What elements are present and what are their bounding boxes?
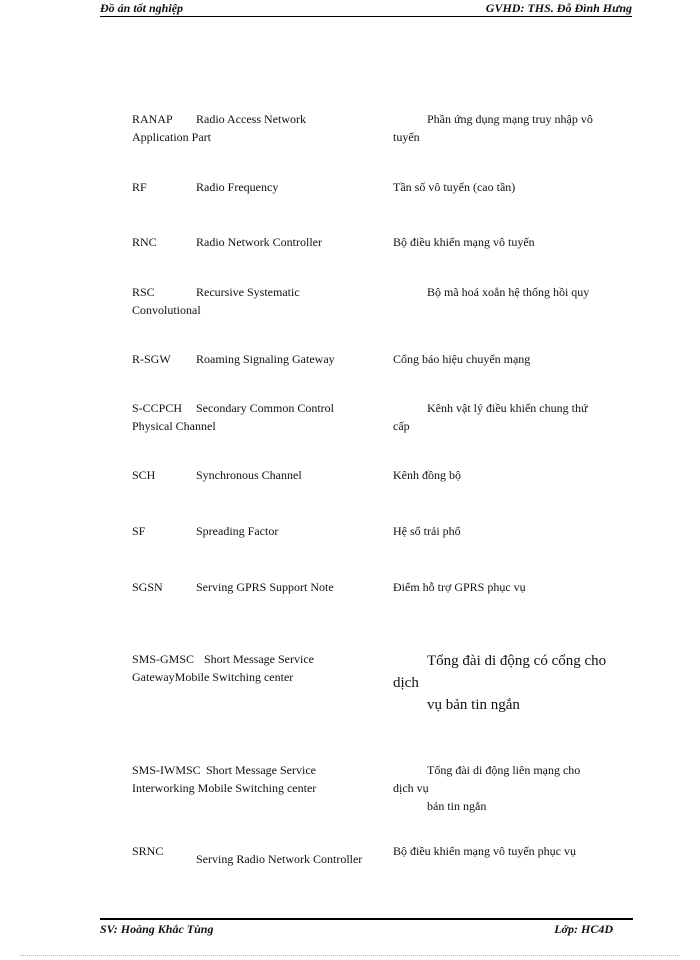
entry-vietnamese: Tần số vô tuyến (cao tần) (393, 180, 516, 194)
entry-full-name: Spreading Factor (196, 524, 279, 538)
entry-vietnamese-line: Kênh vật lý điều khiển chung thứ (427, 401, 588, 415)
entry-abbreviation: S-CCPCH (132, 401, 183, 415)
entry-full-name: Radio Network Controller (196, 235, 322, 249)
entry-full-name: Radio Access Network (196, 112, 306, 126)
entry-abbreviation: SMS-IWMSC (132, 763, 201, 777)
entry-vietnamese (393, 283, 633, 301)
footer-student: SV: Hoàng Khắc Tùng (100, 922, 214, 936)
entry-vietnamese-line: tuyến (393, 130, 420, 144)
entry-abbreviation: RANAP (132, 112, 173, 126)
entry-full-name-continued: Application Part (132, 130, 211, 144)
entry-vietnamese: Cổng báo hiệu chuyển mạng (393, 352, 531, 366)
entry-vietnamese: Điểm hỗ trợ GPRS phục vụ (393, 580, 526, 594)
entry-abbreviation: R-SGW (132, 352, 171, 366)
footer-class: Lớp: HC4D (554, 922, 613, 936)
entry-full-name: Synchronous Channel (196, 468, 302, 482)
entry-abbreviation: RSC (132, 285, 155, 299)
entry-full-name-continued: Physical Channel (132, 419, 216, 433)
entry-full-name-continued: GatewayMobile Switching center (132, 670, 294, 684)
entry-full-name: Recursive Systematic (196, 285, 300, 299)
header-supervisor: GVHD: THS. Đỗ Đình Hưng (485, 1, 632, 15)
entry-vietnamese: Bộ điều khiển mạng vô tuyến (393, 235, 535, 249)
entry-vietnamese-line: Bộ mã hoá xoắn hệ thống hồi quy (427, 285, 590, 299)
entry-vietnamese (393, 650, 653, 716)
entry-vietnamese (393, 761, 633, 815)
entry-full-name: Secondary Common Control (196, 401, 334, 415)
entry-vietnamese: Hệ số trải phổ (393, 524, 461, 538)
page-header (100, 0, 632, 17)
entry-vietnamese-line: vụ bản tin ngắn (427, 697, 520, 713)
entry-abbreviation: RNC (132, 235, 157, 249)
entry-abbreviation: SGSN (132, 580, 163, 594)
entry-full-name-continued: Convolutional (132, 303, 201, 317)
entry-abbreviation: SCH (132, 468, 156, 482)
entry-full-name: Short Message Service (204, 652, 314, 666)
entry-vietnamese-line: dịch vụ (393, 781, 429, 795)
entry-vietnamese (393, 110, 633, 146)
entry-full-name: Serving Radio Network Controller (196, 852, 363, 866)
entry-vietnamese-line: Tổng đài di động có cổng cho (427, 653, 607, 669)
page-bottom-divider (20, 955, 680, 956)
entry-vietnamese-line: Phần ứng dụng mạng truy nhập vô (427, 112, 593, 126)
page-footer (100, 918, 633, 936)
entry-full-name-continued: Interworking Mobile Switching center (132, 781, 317, 795)
entry-abbreviation: SF (132, 524, 146, 538)
entry-abbreviation: SMS-GMSC (132, 652, 195, 666)
entry-vietnamese-line: cấp (393, 419, 410, 433)
entry-vietnamese: Bộ điều khiển mạng vô tuyến phục vụ (393, 844, 576, 858)
entry-full-name: Short Message Service (206, 763, 316, 777)
entry-full-name: Radio Frequency (196, 180, 279, 194)
entry-abbreviation: RF (132, 180, 147, 194)
entry-vietnamese-line: bản tin ngắn (427, 799, 487, 813)
entry-vietnamese: Kênh đồng bộ (393, 468, 461, 482)
entry-full-name: Roaming Signaling Gateway (196, 352, 335, 366)
entry-abbreviation: SRNC (132, 844, 164, 858)
header-title: Đồ án tốt nghiệp (100, 1, 184, 15)
entry-vietnamese (393, 399, 633, 435)
entry-vietnamese-line: dịch (393, 675, 419, 691)
entry-vietnamese-line: Tổng đài di động liên mạng cho (427, 763, 581, 777)
entry-full-name: Serving GPRS Support Note (196, 580, 334, 594)
